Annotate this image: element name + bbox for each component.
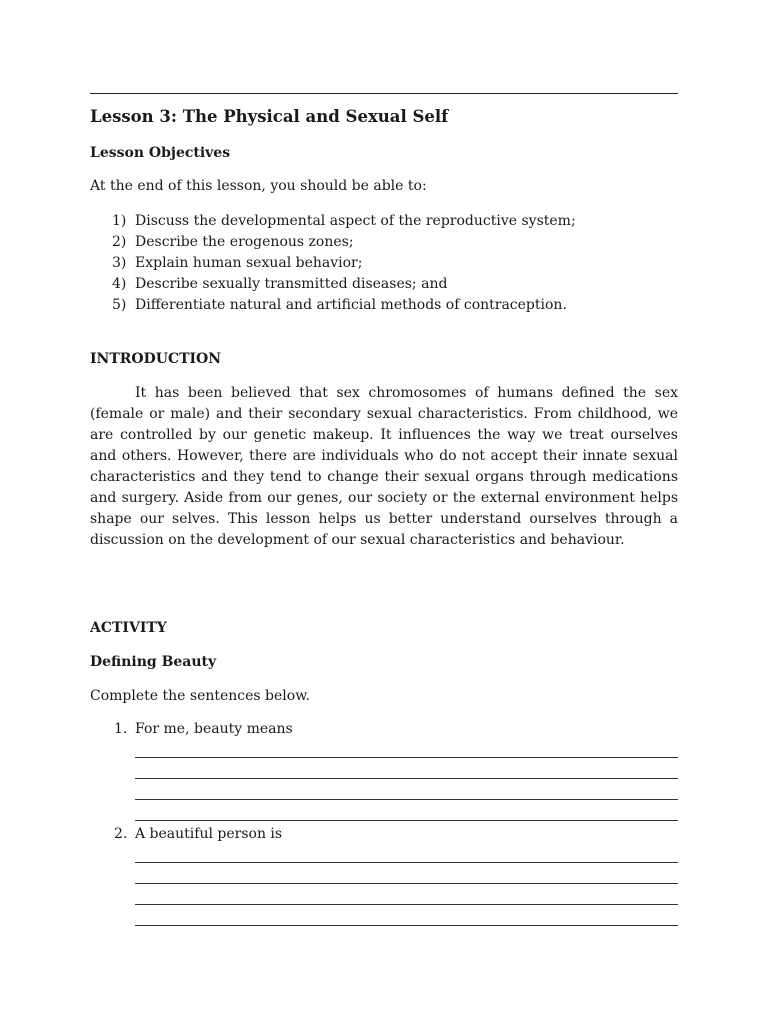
question-text: A beautiful person is (135, 826, 283, 842)
list-item (90, 253, 576, 274)
list-item-text: Describe sexually transmitted diseases; and (135, 276, 448, 292)
list-item (90, 211, 576, 232)
list-item-number: 4) (112, 276, 127, 292)
header-rule (90, 93, 678, 94)
list-item (90, 274, 576, 295)
answer-line[interactable] (135, 820, 678, 821)
list-item (90, 295, 576, 316)
answer-line[interactable] (135, 883, 678, 884)
answer-line[interactable] (135, 799, 678, 800)
list-item-text: Describe the erogenous zones; (135, 234, 354, 250)
objectives-list (90, 211, 576, 316)
activity-heading: ACTIVITY (90, 620, 167, 636)
list-item-text: Discuss the developmental aspect of the reproductive system; (135, 213, 576, 229)
answer-line[interactable] (135, 862, 678, 863)
question-number: 2. (114, 826, 128, 842)
list-item (90, 232, 576, 253)
objectives-heading: Lesson Objectives (90, 145, 231, 161)
question-number: 1. (114, 721, 128, 737)
activity-subheading: Defining Beauty (90, 654, 217, 670)
list-item-number: 1) (112, 213, 127, 229)
answer-line[interactable] (135, 904, 678, 905)
list-item-number: 5) (112, 297, 127, 313)
activity-instruction: Complete the sentences below. (90, 688, 310, 704)
answer-line[interactable] (135, 757, 678, 758)
answer-line[interactable] (135, 778, 678, 779)
list-item-text: Differentiate natural and artificial methods of contraception. (135, 297, 567, 313)
question-text: For me, beauty means (135, 721, 293, 737)
list-item-text: Explain human sexual behavior; (135, 255, 363, 271)
introduction-body: It has been believed that sex chromosomes of humans defined the sex (female or male) and their secondary sexual characteristics. From childhood, we are controlled by our genetic makeup. It influences the way we treat ourselves and others. However, there are individuals who do not accept their innate sexual characteristics and they tend to change their sexual organs through medications and surgery. Aside from our genes, our society or the external environment helps shape our selves. This lesson helps us better understand ourselves through a discussion on the development of our sexual characteristics and behaviour. (90, 385, 678, 548)
lesson-title: Lesson 3: The Physical and Sexual Self (90, 107, 449, 126)
answer-line[interactable] (135, 925, 678, 926)
list-item-number: 2) (112, 234, 127, 250)
list-item-number: 3) (112, 255, 127, 271)
objectives-intro: At the end of this lesson, you should be able to: (90, 178, 427, 194)
introduction-heading: INTRODUCTION (90, 351, 222, 367)
